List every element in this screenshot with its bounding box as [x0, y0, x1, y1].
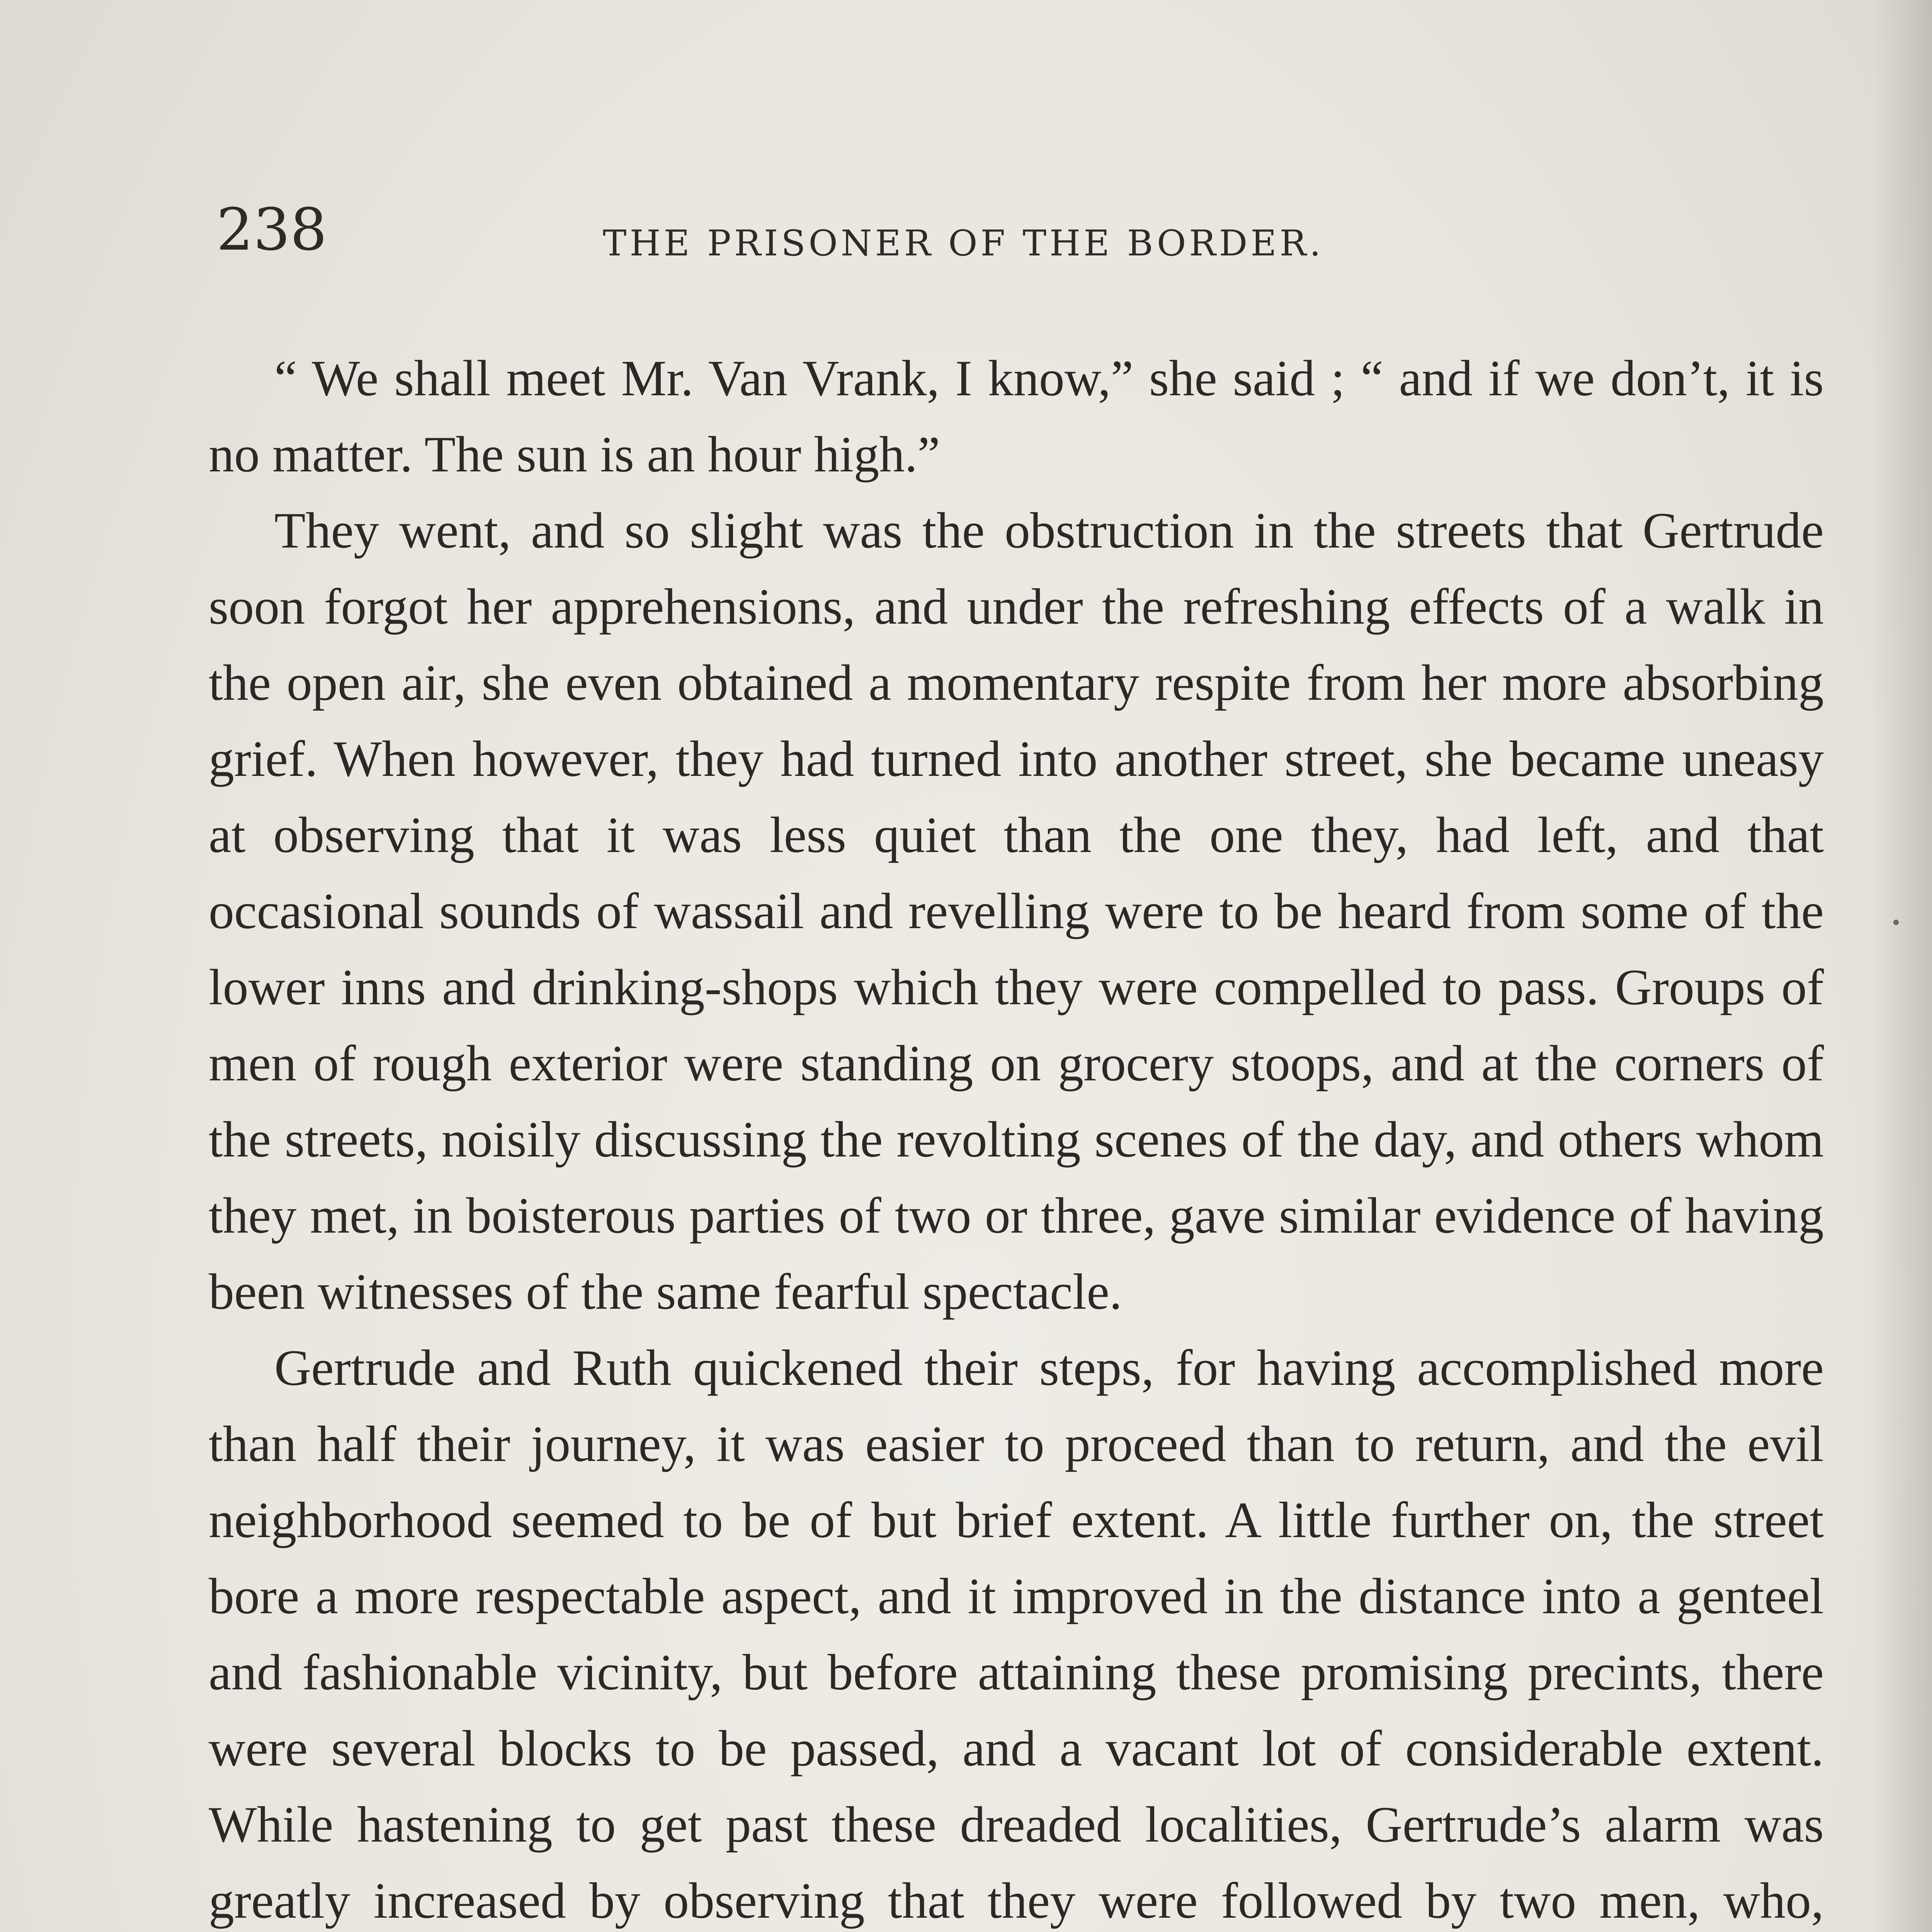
page-header — [201, 182, 1824, 267]
paragraph-1: “ We shall meet Mr. Van Vrank, I know,” she said ; “ and if we don’t, it is no matter. The sun is an hour high.” — [209, 350, 1824, 483]
body-text — [209, 340, 1824, 1932]
paragraph-3: Gertrude and Ruth quickened their steps, for having accomplished more than half their journey, it was easier to proceed than to return, and the evil neighborhood seemed to be of but brief extent. A little further on, the street bore a more respectable aspect, and it improved in the distance into a genteel and fashionable vicinity, but before attaining these promising precints, there were several blocks to be passed, and a vacant lot of considerable extent. While hastening to get past these dreaded localities, Gertrude’s alarm was greatly increased by observing that they were followed by two men, who, — [209, 1339, 1824, 1929]
paragraph-2: They went, and so slight was the obstruction in the streets that Gertrude soon forgot her apprehensions, and under the refreshing effects of a walk in the open air, she even obtained a momentary respite from her more absorbing grief. When however, they had turned into another street, she became uneasy at observing that it was less quiet than the one they, had left, and that occasional sounds of wassail and revelling were to be heard from some of the lower inns and drinking-shops which they were compelled to pass. Groups of men of rough exterior were standing on grocery stoops, and at the corners of the streets, noisily discussing the revolting scenes of the day, and others whom they met, in boisterous parties of two or three, gave similar evidence of having been witnesses of the same fearful spectacle. — [209, 502, 1824, 1320]
ink-speck — [1893, 920, 1899, 925]
page-edge-shadow — [1872, 0, 1932, 1932]
page-number: 238 — [216, 196, 327, 264]
running-title: THE PRISONER OF THE BORDER. — [603, 223, 1324, 264]
